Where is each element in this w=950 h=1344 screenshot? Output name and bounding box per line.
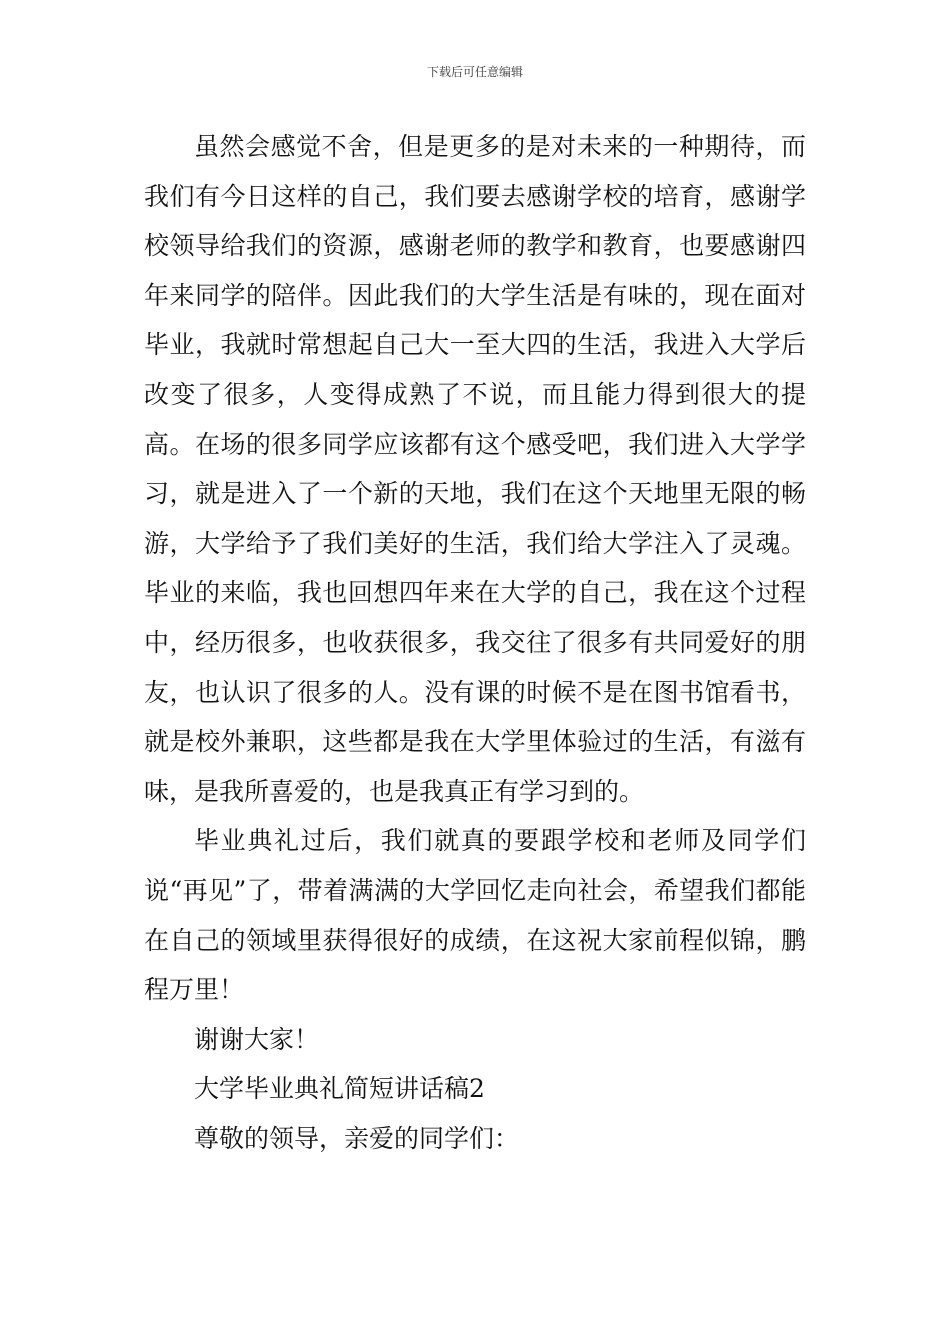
section-title: 大学毕业典礼简短讲话稿2 <box>194 1074 485 1104</box>
page-header-note: 下载后可任意编辑 <box>426 65 523 79</box>
document-body <box>144 122 806 1163</box>
paragraph-speech-body: 虽然会感觉不舍，但是更多的是对未来的一种期待，而我们有今日这样的自己，我们要去感谢学校的培育，感谢学校领导给我们的资源，感谢老师的教学和教育，也要感谢四年来同学的陪伴。因此我们的大学生活是有味的，现在面对毕业，我就时常想起自己大一至大四的生活，我进入大学后改变了很多，人变得成熟了不说，而且能力得到很大的提高。在场的很多同学应该都有这个感受吧，我们进入大学学习，就是进入了一个新的天地，我们在这个天地里无限的畅游，大学给予了我们美好的生活，我们给大学注入了灵魂。毕业的来临，我也回想四年来在大学的自己，我在这个过程中，经历很多，也收获很多，我交往了很多有共同爱好的朋友，也认识了很多的人。没有课的时候不是在图书馆看书，就是校外兼职，这些都是我在大学里体验过的生活，有滋有味，是我所喜爱的，也是我真正有学习到的。 <box>144 132 806 806</box>
paragraph-thanks: 谢谢大家！ <box>194 1024 320 1054</box>
salutation: 尊敬的领导，亲爱的同学们： <box>194 1123 520 1153</box>
paragraph-farewell: 毕业典礼过后，我们就真的要跟学校和老师及同学们说“再见”了，带着满满的大学回忆走向社会，希望我们都能在自己的领域里获得很好的成绩，在这祝大家前程似锦，鹏程万里！ <box>144 826 806 1005</box>
